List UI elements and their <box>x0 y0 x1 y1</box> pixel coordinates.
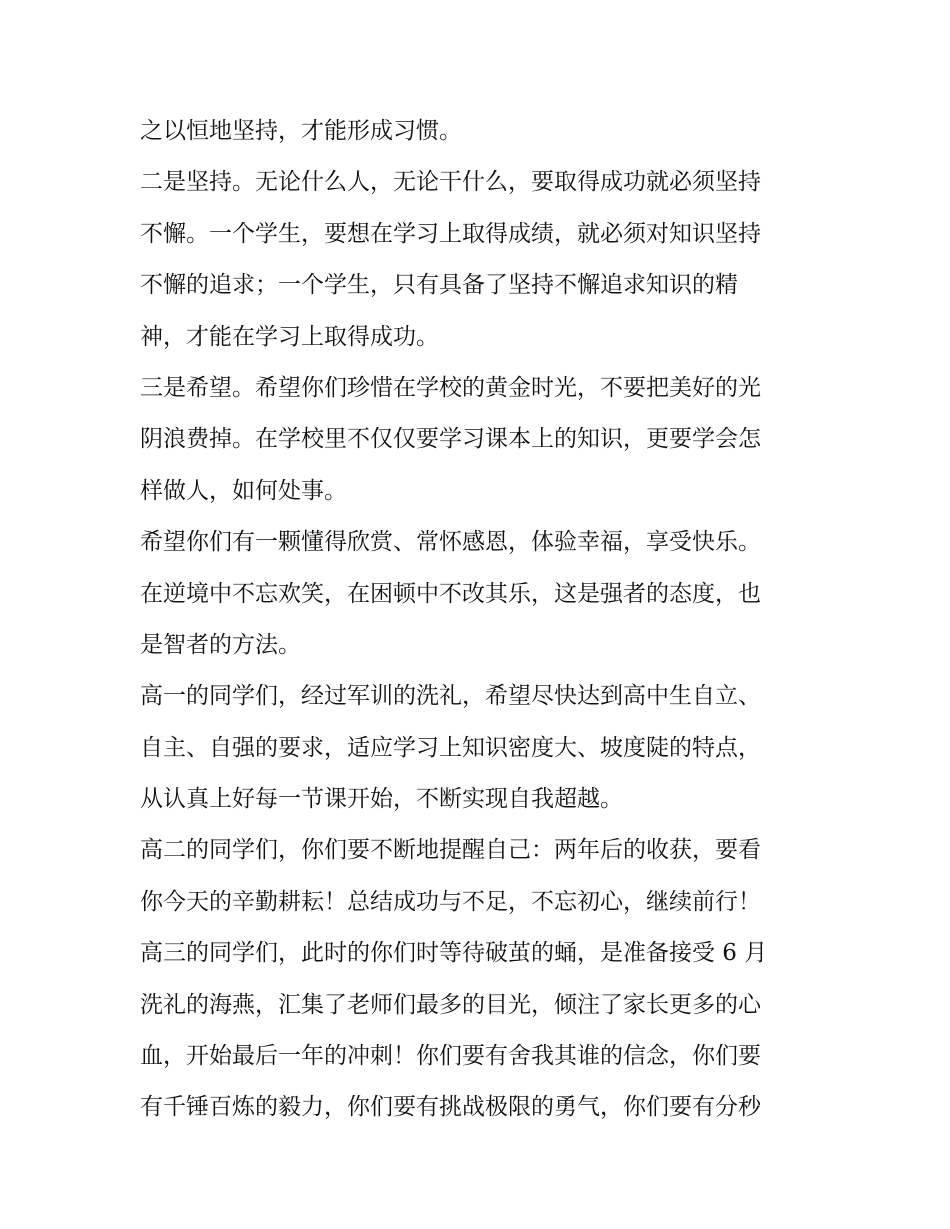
text-line: 在逆境中不忘欢笑，在困顿中不改其乐，这是强者的态度，也 <box>140 580 761 607</box>
text-line: 洗礼的海燕，汇集了老师们最多的目光，倾注了家长更多的心 <box>140 991 761 1018</box>
text-line: 血，开始最后一年的冲刺！你们要有舍我其谁的信念，你们要 <box>140 1043 761 1070</box>
text-line: 高二的同学们，你们要不断地提醒自己：两年后的收获，要看 <box>140 837 761 864</box>
text-line: 自主、自强的要求，适应学习上知识密度大、坡度陡的特点， <box>140 734 761 761</box>
text-line: 三是希望。希望你们珍惜在学校的黄金时光，不要把美好的光 <box>140 374 761 401</box>
text-line: 不懈的追求；一个学生，只有具备了坚持不懈追求知识的精 <box>140 272 738 299</box>
text-line: 神，才能在学习上取得成功。 <box>140 323 439 350</box>
body-text <box>140 106 830 1134</box>
text-line: 二是坚持。无论什么人，无论干什么，要取得成功就必须坚持 <box>140 169 761 196</box>
text-line: 阴浪费掉。在学校里不仅仅要学习课本上的知识，更要学会怎 <box>140 426 761 453</box>
text-line: 是智者的方法。 <box>140 631 301 658</box>
text-line: 希望你们有一颗懂得欣赏、常怀感恩，体验幸福，享受快乐。 <box>140 529 761 556</box>
text-line: 高一的同学们，经过军训的洗礼，希望尽快达到高中生自立、 <box>140 683 761 710</box>
text-line: 从认真上好每一节课开始，不断实现自我超越。 <box>140 786 623 813</box>
text-line: 你今天的辛勤耕耘！总结成功与不足，不忘初心，继续前行！ <box>140 888 761 915</box>
text-line: 不懈。一个学生，要想在学习上取得成绩，就必须对知识坚持 <box>140 220 761 247</box>
text-line: 之以恒地坚持，才能形成习惯。 <box>140 118 462 144</box>
text-line: 样做人，如何处事。 <box>140 477 347 504</box>
text-line: 有千锤百炼的毅力，你们要有挑战极限的勇气，你们要有分秒 <box>140 1094 761 1121</box>
text-line: 高三的同学们，此时的你们时等待破茧的蛹，是准备接受 6 月 <box>140 940 768 967</box>
